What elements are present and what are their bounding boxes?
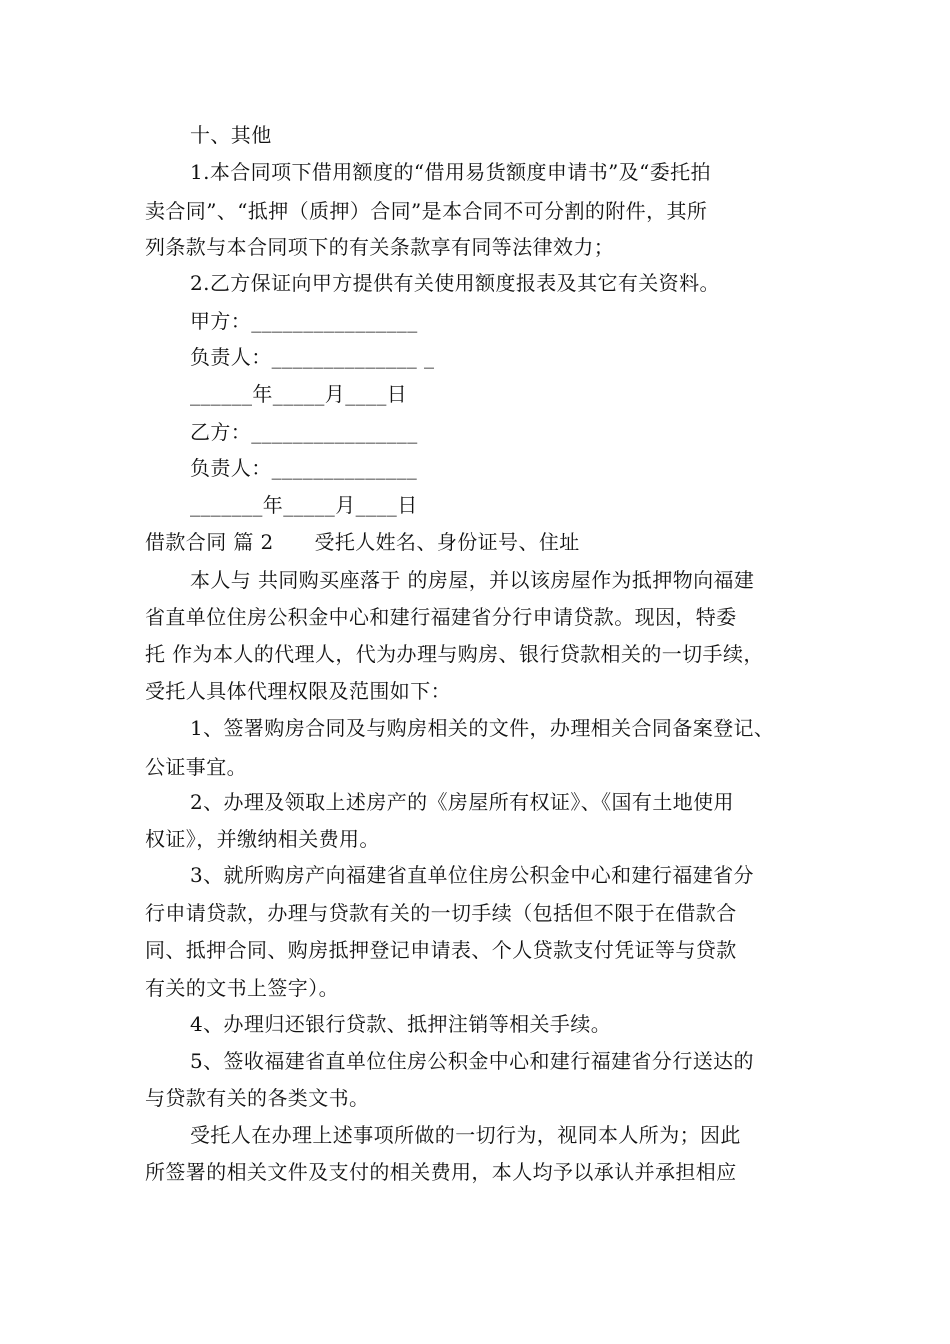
paragraph-1-line-3: 托 作为本人的代理人，代为办理与购房、银行贷款相关的一切手续， xyxy=(145,642,764,666)
item-4: 4、办理归还银行贷款、抵押注销等相关手续。 xyxy=(190,1012,612,1036)
item-3-line-2: 行申请贷款，办理与贷款有关的一切手续（包括但不限于在借款合 xyxy=(145,901,737,925)
clause-1-line-1: 1.本合同项下借用额度的“借用易货额度申请书”及“委托拍 xyxy=(190,160,711,184)
item-5-line-2: 与贷款有关的各类文书。 xyxy=(145,1086,370,1110)
item-5-line-1: 5、签收福建省直单位住房公积金中心和建行福建省分行送达的 xyxy=(190,1049,754,1073)
party-a-representative-line: 负责人：______________ _ xyxy=(190,345,435,369)
closing-line-2: 所签署的相关文件及支付的相关费用，本人均予以承认并承担相应 xyxy=(145,1160,737,1184)
party-a-signature-line: 甲方：________________ xyxy=(190,309,418,333)
item-2-line-2: 权证》，并缴纳相关费用。 xyxy=(145,827,380,851)
item-3-line-1: 3、就所购房产向福建省直单位住房公积金中心和建行福建省分 xyxy=(190,863,754,887)
paragraph-1-line-1: 本人与 共同购买座落于 的房屋，并以该房屋作为抵押物向福建 xyxy=(190,568,755,592)
clause-2: 2.乙方保证向甲方提供有关使用额度报表及其它有关资料。 xyxy=(190,271,720,295)
clause-1-line-2: 卖合同”、“抵押（质押）合同”是本合同不可分割的附件，其所 xyxy=(145,199,708,223)
item-3-line-3: 同、抵押合同、购房抵押登记申请表、个人贷款支付凭证等与贷款 xyxy=(145,938,737,962)
clause-1-line-3: 列条款与本合同项下的有关条款享有同等法律效力； xyxy=(145,235,615,259)
closing-line-1: 受托人在办理上述事项所做的一切行为，视同本人所为；因此 xyxy=(190,1123,741,1147)
party-a-date-line: ______年_____月____日 xyxy=(190,382,408,406)
contract-2-heading: 借款合同 篇 2 受托人姓名、身份证号、住址 xyxy=(145,530,580,554)
party-b-signature-line: 乙方：________________ xyxy=(190,420,418,444)
party-b-date-line: _______年_____月____日 xyxy=(190,493,418,517)
item-1-line-2: 公证事宜。 xyxy=(145,755,247,779)
paragraph-1-line-2: 省直单位住房公积金中心和建行福建省分行申请贷款。现因，特委 xyxy=(145,605,737,629)
item-3-line-4: 有关的文书上签字）。 xyxy=(145,976,339,1000)
item-2-line-1: 2、办理及领取上述房产的《房屋所有权证》、《国有土地使用 xyxy=(190,790,734,814)
section-heading-other: 十、其他 xyxy=(190,123,272,147)
party-b-representative-line: 负责人：______________ xyxy=(190,456,418,480)
item-1-line-1: 1、签署购房合同及与购房相关的文件，办理相关合同备案登记、 xyxy=(190,716,775,740)
paragraph-1-line-4: 受托人具体代理权限及范围如下： xyxy=(145,679,451,703)
